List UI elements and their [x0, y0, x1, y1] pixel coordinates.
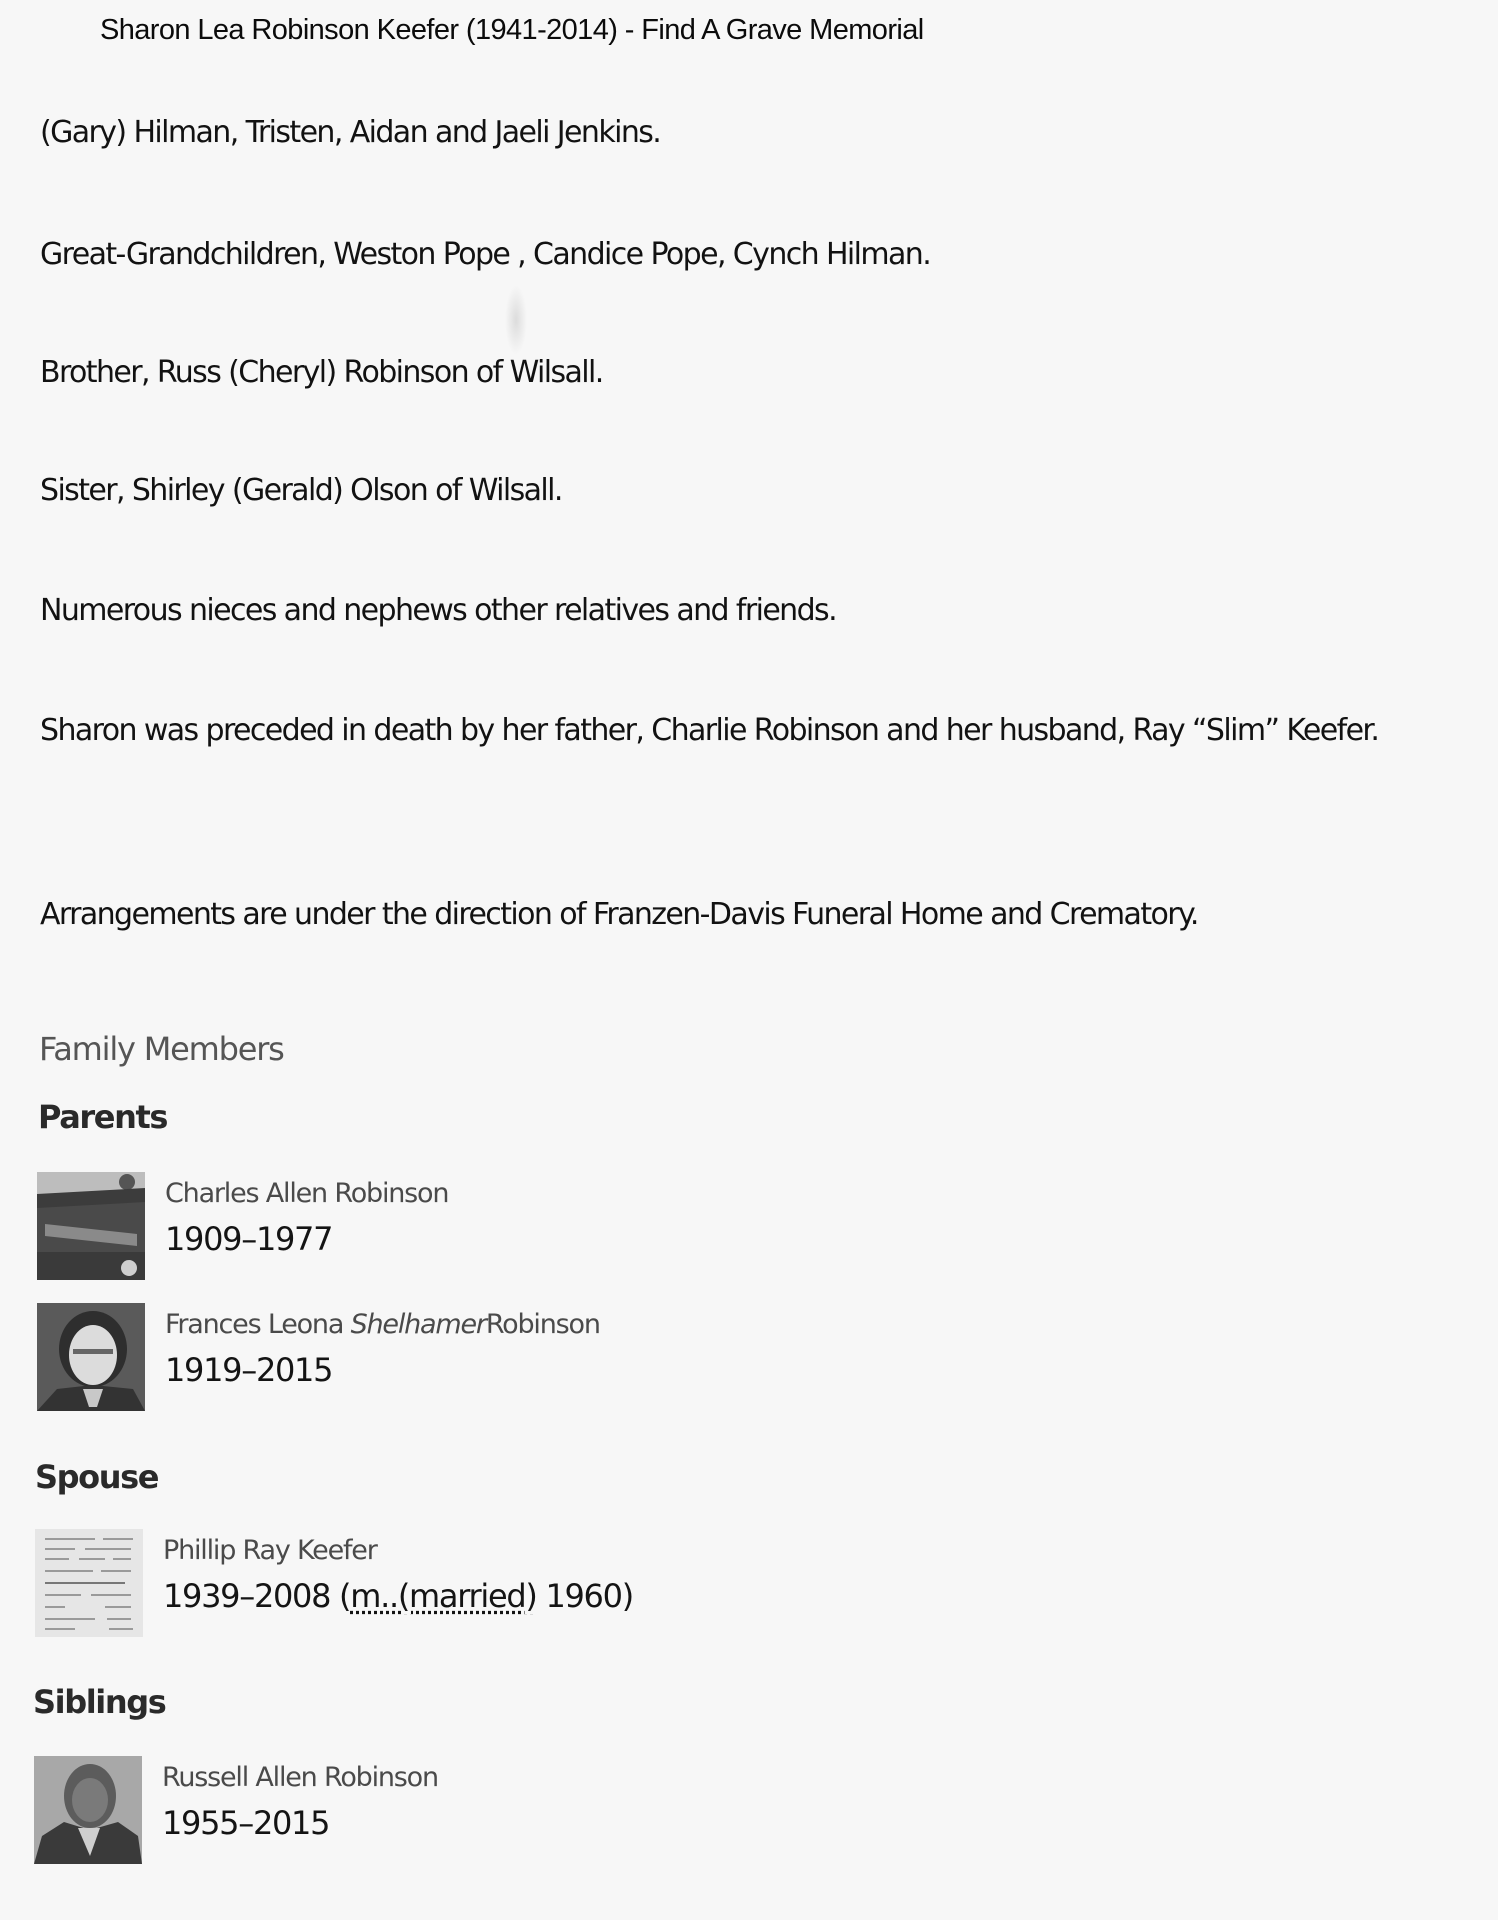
headstone-photo[interactable]: [37, 1172, 145, 1280]
portrait-photo[interactable]: [34, 1756, 142, 1864]
obituary-paragraph: Numerous nieces and nephews other relatives and friends.: [40, 593, 837, 628]
family-member-phillip[interactable]: [0, 1529, 900, 1639]
family-member-frances[interactable]: [0, 1303, 900, 1413]
member-name-link[interactable]: Russell Allen Robinson: [162, 1762, 438, 1793]
portrait-photo[interactable]: [37, 1303, 145, 1411]
family-member-russell[interactable]: [0, 1756, 900, 1866]
obituary-paragraph: Sister, Shirley (Gerald) Olson of Wilsall.: [40, 473, 562, 508]
page-title: Sharon Lea Robinson Keefer (1941-2014) - Find A Grave Memorial: [100, 14, 924, 46]
member-name-link[interactable]: [165, 1309, 600, 1340]
member-last-name: Robinson: [485, 1309, 600, 1340]
member-dates: 1955–2015: [162, 1804, 330, 1842]
member-dates: 1939–2008 (m..(married) 1960): [163, 1577, 633, 1615]
married-abbreviation: m..(married): [350, 1577, 537, 1615]
married-year: 1960: [545, 1577, 622, 1615]
parents-heading: Parents: [38, 1098, 167, 1136]
document-photo[interactable]: [35, 1529, 143, 1637]
obituary-paragraph: Sharon was preceded in death by her father, Charlie Robinson and her husband, Ray “Slim” Keefer.: [40, 713, 1379, 748]
member-maiden-name: Shelhamer: [350, 1309, 486, 1340]
family-members-heading: Family Members: [39, 1030, 284, 1068]
member-lifespan: 1939–2008: [163, 1577, 331, 1615]
obituary-paragraph: Brother, Russ (Cheryl) Robinson of Wilsall.: [40, 355, 603, 390]
siblings-heading: Siblings: [33, 1683, 166, 1721]
member-dates: 1909–1977: [165, 1220, 333, 1258]
spouse-heading: Spouse: [35, 1458, 159, 1496]
member-name-link[interactable]: Charles Allen Robinson: [165, 1178, 449, 1209]
obituary-paragraph: Great-Grandchildren, Weston Pope , Candice Pope, Cynch Hilman.: [40, 237, 931, 272]
member-dates: 1919–2015: [165, 1351, 333, 1389]
obituary-paragraph: (Gary) Hilman, Tristen, Aidan and Jaeli Jenkins.: [40, 115, 661, 150]
member-name-link[interactable]: Phillip Ray Keefer: [163, 1535, 377, 1566]
member-first-names: Frances Leona: [165, 1309, 344, 1340]
obituary-paragraph: Arrangements are under the direction of Franzen-Davis Funeral Home and Crematory.: [40, 897, 1198, 932]
family-member-charles[interactable]: [0, 1172, 900, 1282]
